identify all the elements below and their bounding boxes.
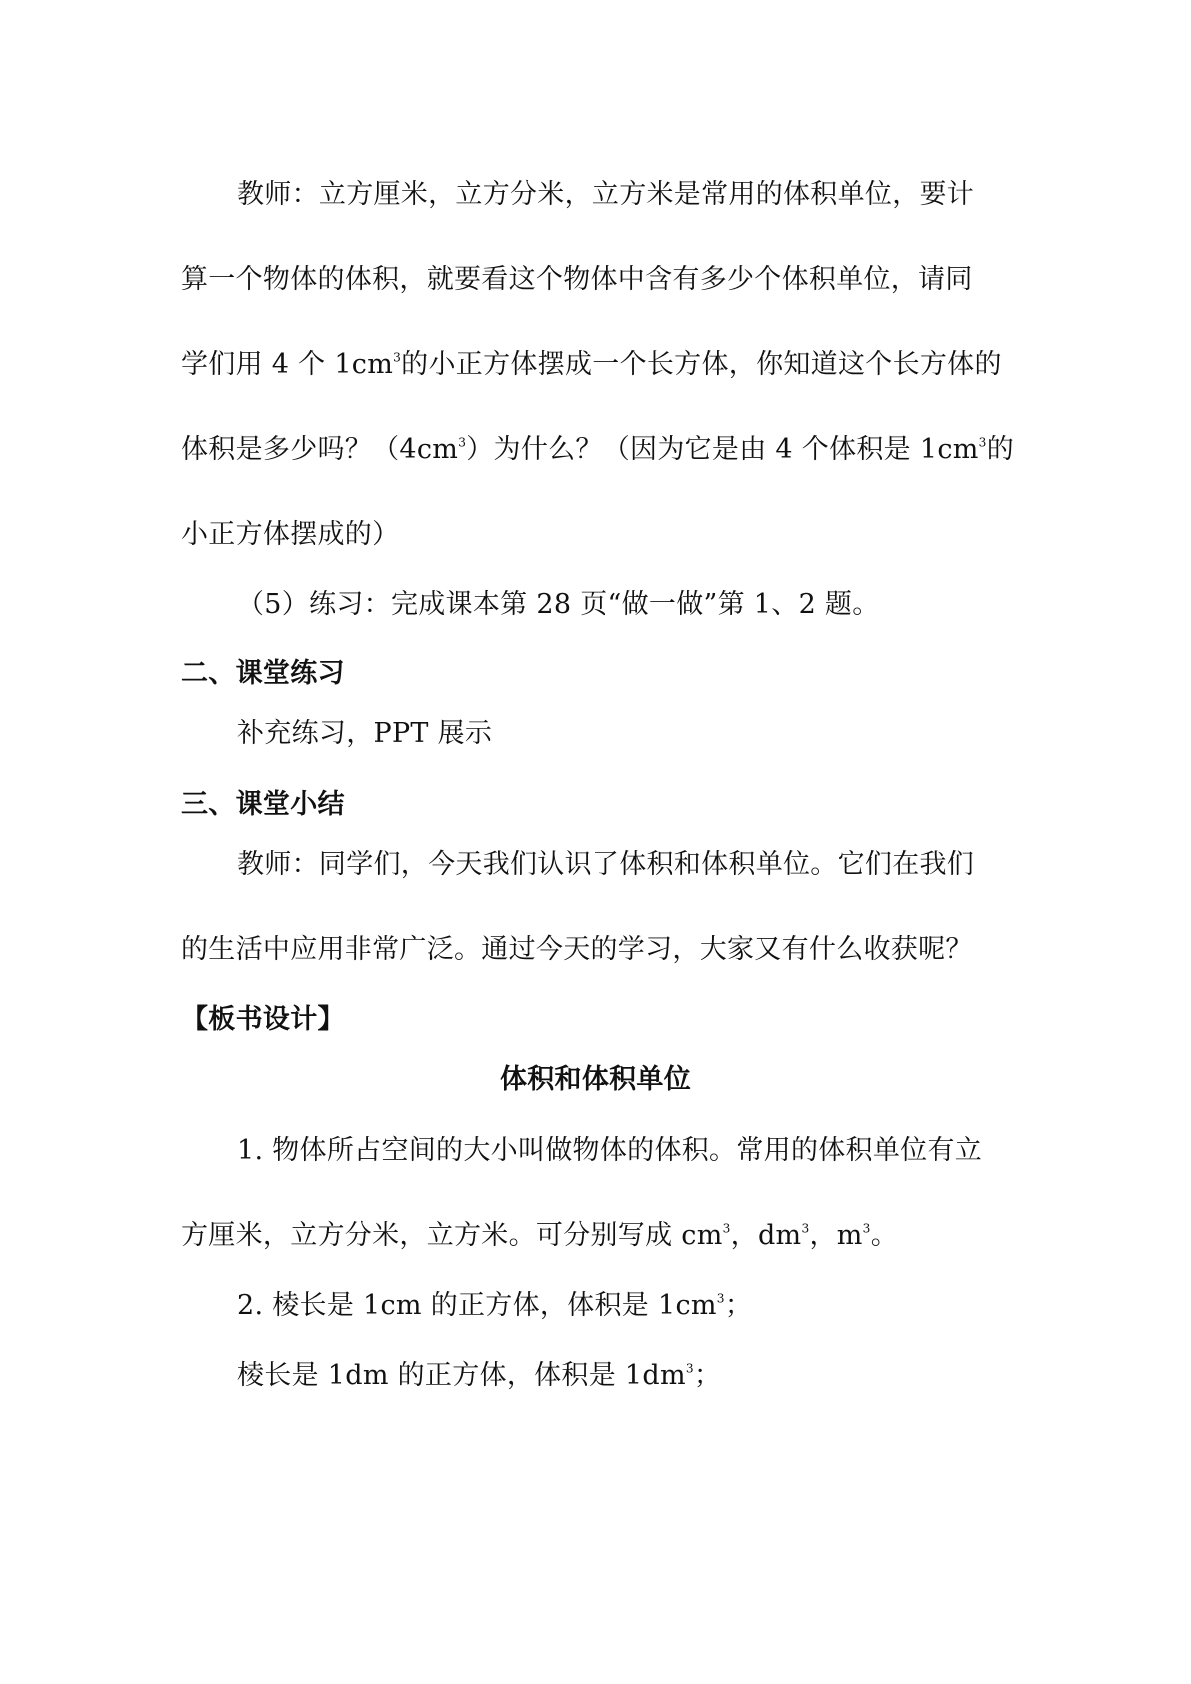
text-span: 学们用 4 个 1cm bbox=[181, 349, 394, 380]
superscript: 3 bbox=[722, 1221, 731, 1236]
paragraph-teacher-line-1: 教师：立方厘米，立方分米，立方米是常用的体积单位，要计 bbox=[237, 179, 975, 210]
text-span: 体积是多少吗？（4cm bbox=[181, 434, 459, 465]
paragraph-teacher-line-5: 小正方体摆成的） bbox=[181, 519, 400, 550]
superscript: 3 bbox=[458, 435, 467, 450]
text-span: 方厘米，立方分米，立方米。可分别写成 cm bbox=[181, 1220, 723, 1251]
superscript: 3 bbox=[801, 1221, 810, 1236]
paragraph-summary-line-2: 的生活中应用非常广泛。通过今天的学习，大家又有什么收获呢？ bbox=[181, 934, 973, 965]
paragraph-practice: （5）练习：完成课本第 28 页“做一做”第 1、2 题。 bbox=[237, 589, 880, 620]
superscript: 3 bbox=[393, 350, 402, 365]
text-span: 的小正方体摆成一个长方体，你知道这个长方体的 bbox=[401, 349, 1002, 380]
text-span: 2. 棱长是 1cm 的正方体，体积是 1cm bbox=[237, 1290, 717, 1321]
paragraph-teacher-line-2: 算一个物体的体积，就要看这个物体中含有多少个体积单位，请同 bbox=[181, 264, 973, 295]
heading-class-practice: 二、课堂练习 bbox=[181, 658, 345, 689]
board-point-2-line-2 bbox=[237, 1358, 721, 1394]
superscript: 3 bbox=[862, 1221, 871, 1236]
superscript: 3 bbox=[685, 1361, 694, 1376]
text-span: ，dm bbox=[730, 1220, 802, 1251]
superscript: 3 bbox=[716, 1291, 725, 1306]
board-title: 体积和体积单位 bbox=[499, 1064, 692, 1095]
paragraph-summary-line-1: 教师：同学们，今天我们认识了体积和体积单位。它们在我们 bbox=[237, 849, 975, 880]
board-point-1-line-2 bbox=[181, 1218, 898, 1254]
heading-board-design: 【板书设计】 bbox=[181, 1004, 345, 1035]
board-point-2-line-1 bbox=[237, 1288, 752, 1324]
text-span: ，m bbox=[809, 1220, 863, 1251]
superscript: 3 bbox=[978, 435, 987, 450]
board-point-1-line-1: 1. 物体所占空间的大小叫做物体的体积。常用的体积单位有立 bbox=[237, 1135, 983, 1166]
paragraph-teacher-line-4 bbox=[181, 432, 1014, 468]
text-span: 棱长是 1dm 的正方体，体积是 1dm bbox=[237, 1360, 686, 1391]
heading-class-summary: 三、课堂小结 bbox=[181, 789, 345, 820]
text-span: 的 bbox=[986, 434, 1015, 465]
text-span: ； bbox=[724, 1290, 753, 1321]
paragraph-teacher-line-3 bbox=[181, 347, 1002, 383]
text-span: ）为什么？（因为它是由 4 个体积是 1cm bbox=[466, 434, 979, 465]
text-span: ； bbox=[693, 1360, 722, 1391]
text-span: 。 bbox=[870, 1220, 899, 1251]
paragraph-supplement: 补充练习，PPT 展示 bbox=[237, 718, 493, 749]
